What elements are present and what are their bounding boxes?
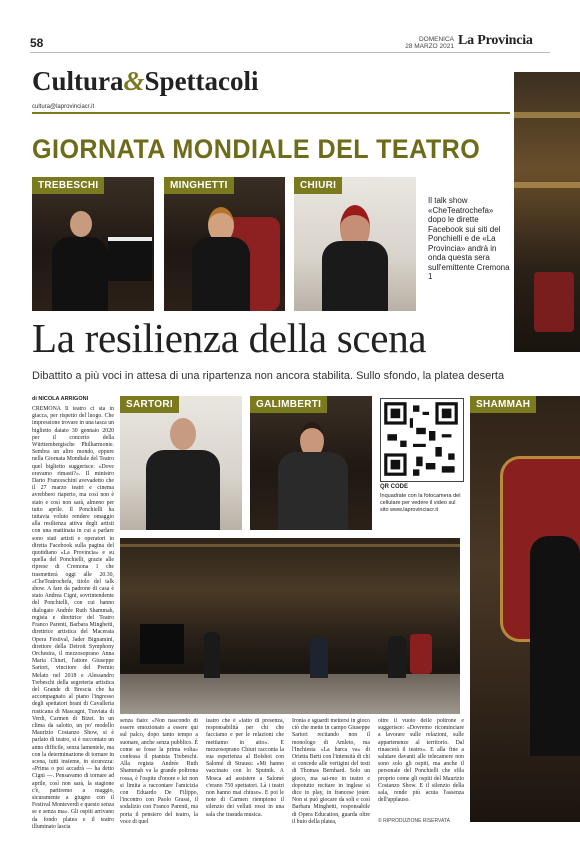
- photo-galimberti: [250, 396, 372, 530]
- photo-shammah: [470, 396, 580, 822]
- section-title: [32, 66, 259, 97]
- header-rule: [30, 52, 550, 53]
- person-body: [530, 536, 580, 756]
- qr-title: QR CODE: [380, 484, 409, 490]
- qr-code-icon[interactable]: [380, 398, 464, 482]
- deck: Dibattito a più voci in attesa di una ripartenza non ancora stabilita. Sullo sfondo, la platea deserta: [32, 370, 505, 382]
- article-column-3: teatro che è «fatto di presenza, responsabilità per chi che facciamo e per le relazioni che mettiamo in atto». E mezzosoprano Chiuri racconta la sua esperienza al Bolshoi con Salomé di Strauss: «Mi hanno vaccinato con lo Sputnik. A Mosca ad assistere a Salomé c'erano 750 spettatori. Là i teatri non hanno mai chiuso». E poi le note di Carmen riempiono il silenzio dei velluti rossi in una sala che trasuda musica.: [206, 718, 284, 818]
- section-ampersand: &: [123, 66, 145, 96]
- person-body: [322, 241, 388, 311]
- date: [400, 36, 454, 50]
- section-email: cultura@laprovinciacr.it: [32, 104, 95, 110]
- photo-label-galimberti: GALIMBERTI: [250, 396, 327, 413]
- photo-chiuri: [294, 177, 416, 311]
- page-number: 58: [30, 36, 44, 50]
- figure-3: [388, 636, 406, 678]
- balcony-gilding-2: [514, 182, 580, 188]
- person-body: [146, 450, 220, 530]
- section-title-left: Cultura: [32, 66, 124, 96]
- stage-gilding: [120, 544, 460, 547]
- qr-caption: Inquadrate con la fotocamera del cellulare per vedere il video sul sito www.laprovinciacr.it: [380, 493, 461, 513]
- article-column-1: CREMONA Il teatro ci sta in giacca, per rispetto del luogo. Che impressione trovare in una tasca un biglietto datato 30 gennaio 2020 per il concerto della Württembergische Philharmonie. Sembra un altro mondo, eppure nella Giornata Mondiale del Teatro quel biglietto suggerisce: «Dove eravamo rimasti?». Il ministro Dario Franceschini avevadetto che il 27 marzo teatri e cinema avrebbero riaperto, ma così non è stato e così non sarà, almeno per tutto aprile. Il Ponchielli ha tuttavia voluto rendere omaggio alla resilienza attiva degli artisti con una mattinata in cui a parlare sono stati artisti e operatori in diretta Facebook sulla pagina del quotidiano «La Provincia» e su quella del Ponchielli, grazie alle riprese di Cremona 1 che trasmetterà oggi alle 20.30, «CheTeatrochefa, titolo del talk show. A fare da padrone di casa è stato Andrea Cigni, sovrintendente del Ponchielli, con cui hanno dialogato Andrée Ruth Shammah, regista e direttrice del Teatro Franco Parenti, Barbara Minghetti, direttrice artistica del Macerata Opera Festival, Jader Bignamini, direttore della Detroit Symphony Orchestra, il mezzosoprano Anna Maria Chiuri, l'attore Giuseppe Sartori, vincitore del Premio Melato nel 2018 e Alessandro Trebeschi della segreteria artistica del Grande di Brescia che ha accompagnato al piano l'ingresso degli spettatori brani di Cavalleria rusticana di Mascagni, Traviata di Verdi, Carmen di Bizet. In un clima da salotto, un po' modello Maurizio Costanzo Show, si è parlato di teatro, si è raccontato un anno difficile, senza lamentele, ma con la determinazione di tornare in scena, tutti insieme, in sicurezza: «Prima o poi accadrà — ha detto Cigni —. Pensavamo di tornare ad aprile, così non sarà, la stagione c'è, partiremo a maggio, sicuramente a giugno con il Festival Monteverdi e questo senza se e senza ma». Gli ospiti arrivano da fondo platea e il teatro illuminato lascia: [32, 406, 114, 830]
- piano: [108, 237, 152, 281]
- photo-stage: [120, 538, 460, 714]
- masthead: La Provincia: [458, 33, 533, 48]
- date-day: 28 MARZO 2021: [405, 43, 454, 50]
- photo-sartori: [120, 396, 242, 530]
- photo-label-minghetti: MINGHETTI: [164, 177, 234, 194]
- photo-label-sartori: SARTORI: [120, 396, 179, 413]
- person-body: [52, 237, 108, 311]
- red-seat: [534, 272, 574, 332]
- person-body: [192, 237, 250, 311]
- photo-label-shammah: SHAMMAH: [470, 396, 536, 413]
- figure-2: [310, 638, 328, 678]
- theatre-photo-strip: [514, 72, 580, 352]
- grand-piano: [140, 624, 184, 664]
- kicker: GIORNATA MONDIALE DEL TEATRO: [32, 134, 481, 164]
- photo-label-chiuri: CHIURI: [294, 177, 342, 194]
- article-column-2: senza fiato: «Non nascondo di essere emozionato a essere qui sul palco, dopo tanto tempo a suonare, anche senza pubblico. È come se fosse la prima volta» confessa il pianista Trebeschi. Alla regista Andrée Ruth Shammah va la grande poltrona rossa, è l'ospite d'onore e lei non si limita a raccontare l'amicizia con Eduardo De Filippo, l'incontro con Paolo Grassi, il sodalizio con Franco Parenti, ma porta il pensiero del teatro, la voce di quel: [120, 718, 198, 824]
- photo-minghetti: [164, 177, 285, 311]
- photo-trebeschi: [32, 177, 154, 311]
- stage-floor: [120, 674, 460, 714]
- copyright-notice: © RIPRODUZIONE RISERVATA: [378, 818, 450, 824]
- figure-1: [204, 632, 220, 678]
- balcony-gilding: [514, 112, 580, 118]
- person-head: [170, 418, 196, 450]
- red-chair: [410, 634, 432, 674]
- person-body: [278, 452, 348, 530]
- byline: di NICOLA ARRIGONI: [32, 396, 89, 402]
- article-column-4: Ironia e sguardi mettersi in gioco ciò che mette in campo Giuseppe Sartori recitando non il monologo di Amleto, ma l'Inchiesta «La barca va» di Orietta Berti con l'intensità di chi si concede alle vertigini del testi di Thomas Bernhard. Solo un gioco, ma sai-mo in teatro e dopotutto recitare in inglese si dice to play, in francese jouer. Non si può giocare da soli e così Barbara Minghetti, responsabile di Opera Education, guarda oltre il buio della platea,: [292, 718, 370, 824]
- date-weekday: DOMENICA: [418, 36, 454, 43]
- headline: La resilienza della scena: [32, 315, 427, 361]
- photo-label-trebeschi: TREBESCHI: [32, 177, 104, 194]
- section-rule: [32, 112, 510, 114]
- qr-pattern: [381, 399, 461, 479]
- person-head: [70, 211, 92, 237]
- article-column-5: oltre il vuoto delle poltrone e suggerisce: «Dovremo ricominciare a lavorare sulle relazioni, sulle appartenenze al territorio. Dal rinascerà il teatro». E alla fine a salutare davanti alle telecamere non sono solo gli ospiti, ma anche il personale del Ponchielli che sfila proprio come gli ospiti del Maurizio Costanzo Show. E il silenzio della sala, rende più acuta l'assenza dell'applauso.: [378, 718, 464, 804]
- section-title-right: Spettacoli: [144, 66, 259, 96]
- talk-show-caption: Il talk show «CheTeatrochefa» dopo le dirette Facebook sui siti del Ponchielli e de «La Provincia» andrà in onda questa sera sull'emittente Cremona 1: [428, 196, 510, 281]
